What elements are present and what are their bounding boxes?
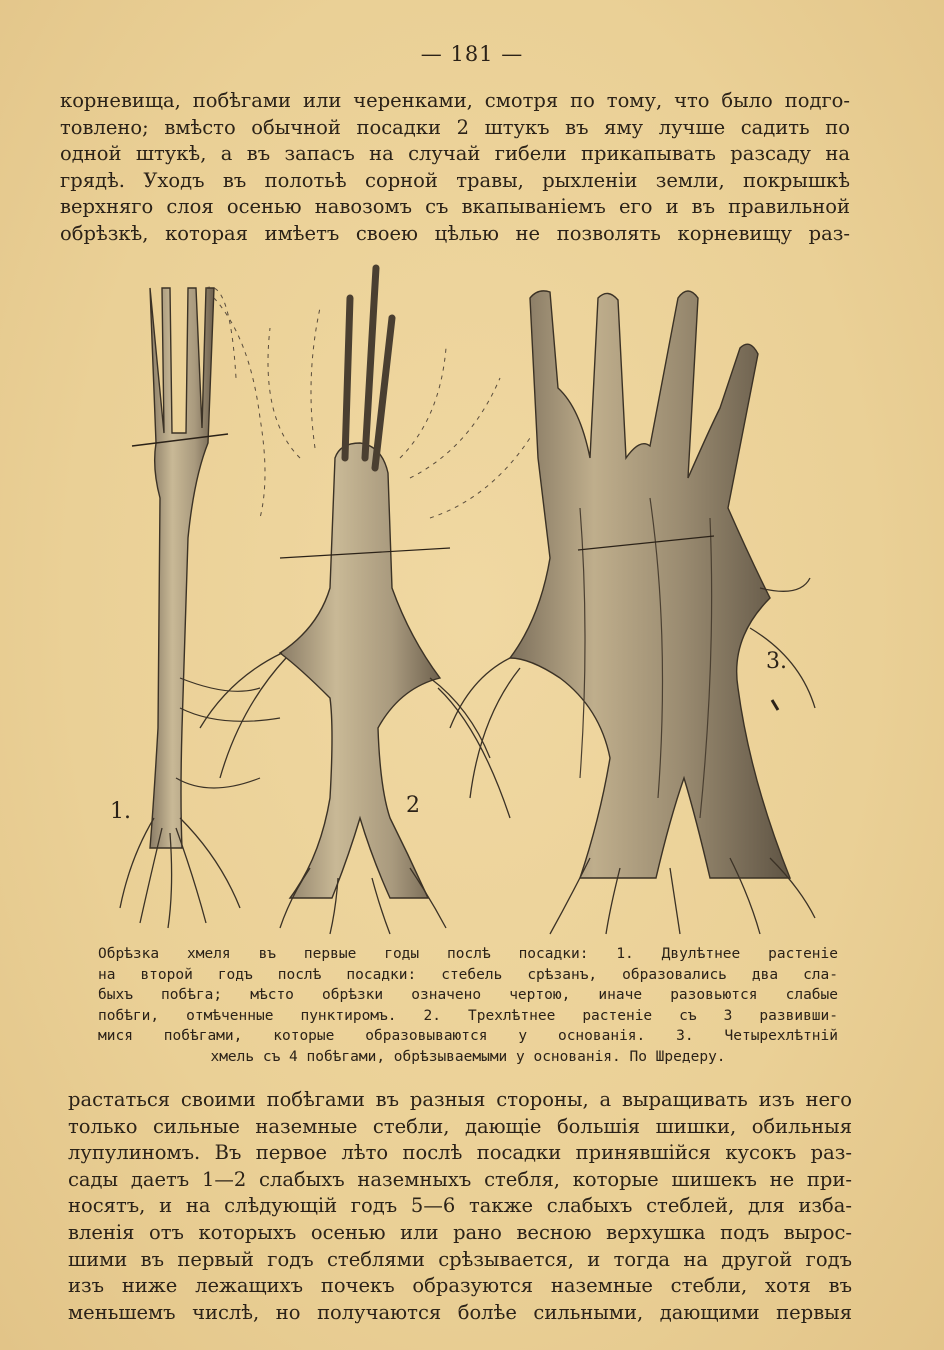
caption-line: мися побѣгами, которые образовываются у основанія. 3. Четырехлѣтній [98,1028,838,1044]
plant-1-drawing [120,287,280,928]
text-line: носятъ, и на слѣдующій годъ 5—6 также слабыхъ стеблей, для изба- [68,1194,852,1218]
figure-label-2: 2 [406,793,420,818]
caption-line: хмель съ 4 побѣгами, обрѣзываемыми у основанія. По Шредеру. [210,1048,726,1065]
caption-line: побѣги, отмѣченные пунктиромъ. 2. Трехлѣтнее растеніе съ 3 развивши- [98,1007,838,1024]
text-line: лупулиномъ. Въ первое лѣто послѣ посадки принявшійся кусокъ раз- [68,1141,852,1165]
text-line: только сильные наземные стебли, дающіе большія шишки, обильныя [68,1114,852,1138]
text-line: растаться своими побѣгами въ разныя стороны, а выращивать изъ него [68,1088,852,1111]
caption-line: быхъ побѣга; мѣсто обрѣзки означено чертою, иначе разовьются слабые [98,987,838,1003]
text-line: меньшемъ числѣ, но получаются болѣе сильными, дающими первыя [68,1300,852,1324]
text-line: одной штукѣ, а въ запасъ на случай гибели прикапывать разсаду на [60,142,850,166]
text-line: обрѣзкѣ, которая имѣетъ своею цѣлью не позволять корневищу раз- [60,221,850,245]
text-line: верхняго слоя осенью навозомъ съ вкапываніемъ его и въ правильной [60,195,850,219]
caption-line: на второй годъ послѣ посадки: стебель срѣзанъ, образовались два сла- [98,966,838,983]
text-line: шими въ первый годъ стеблями срѣзывается, и тогда на другой годъ [68,1247,852,1271]
figure-caption [98,944,838,1067]
text-line: корневища, побѣгами или черенками, смотря по тому, что было подго- [60,89,850,112]
page-number: — 181 — [420,42,524,66]
plant-2-drawing [200,268,530,934]
caption-line: Обрѣзка хмеля въ первые годы послѣ посадки: 1. Двулѣтнее растеніе [98,946,838,962]
bottom-paragraph [68,1087,852,1326]
text-line: изъ ниже лежащихъ почекъ образуются наземные стебли, хотя въ [68,1274,852,1298]
text-line: грядѣ. Уходъ въ полотьѣ сорной травы, рыхленіи земли, покрышкѣ [60,168,850,192]
text-line: товлено; вмѣсто обычной посадки 2 штукъ въ яму лучше садить по [60,115,850,139]
top-paragraph [60,88,850,248]
figure-label-3: 3. [766,649,787,674]
text-line: сады даетъ 1—2 слабыхъ наземныхъ стебля, которые шишекъ не при- [68,1167,852,1191]
figure-label-1: 1. [110,799,131,824]
hop-pruning-illustration [110,258,820,938]
text-line: вленія отъ которыхъ осенью или рано весною верхушка подъ вырос- [68,1220,852,1244]
